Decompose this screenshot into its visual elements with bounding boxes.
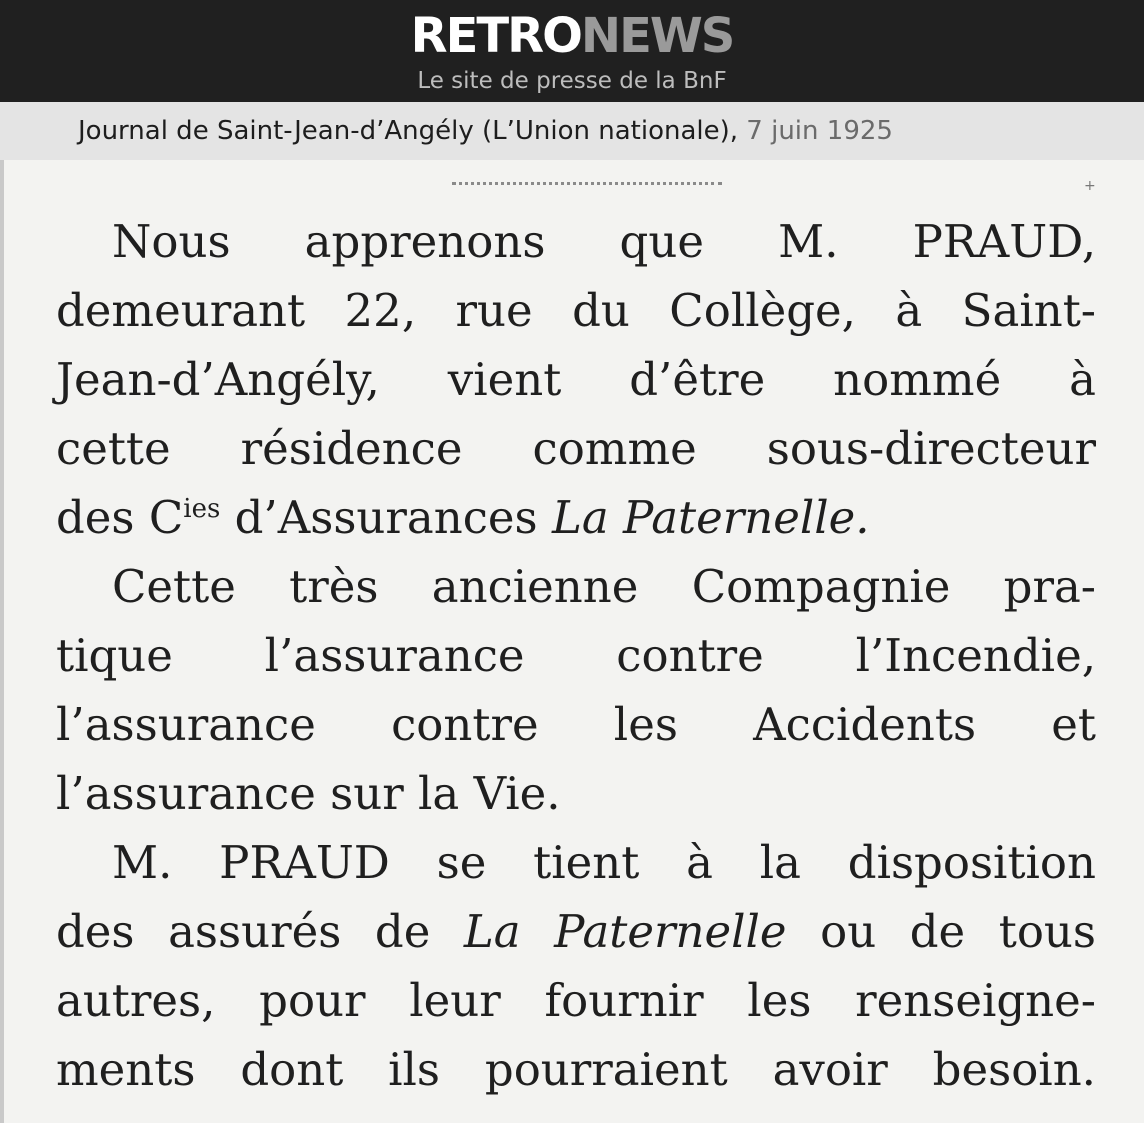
article-line bbox=[56, 898, 1096, 966]
site-header bbox=[0, 0, 1144, 102]
article-line: l’assurance sur la Vie. bbox=[56, 767, 561, 820]
article-line: cette résidence comme sous-directeur bbox=[56, 422, 1096, 475]
logo-news: NEWS bbox=[580, 8, 734, 64]
article-line bbox=[56, 484, 1096, 552]
retronews-logo[interactable] bbox=[0, 8, 1144, 64]
article-line: demeurant 22, rue du Collège, à Saint- bbox=[56, 284, 1096, 337]
article-line: ments dont ils pourraient avoir besoin. bbox=[56, 1043, 1096, 1096]
company-name-italic: La Paternelle bbox=[463, 905, 787, 958]
text-segment: d’Assurances bbox=[220, 491, 552, 544]
text-segment: des C bbox=[56, 491, 184, 544]
article-line: Nous apprenons que M. PRAUD, bbox=[112, 215, 1096, 268]
site-tagline: Le site de presse de la BnF bbox=[417, 68, 727, 94]
text-segment: des assurés de bbox=[56, 905, 464, 958]
publication-date: 7 juin 1925 bbox=[746, 116, 893, 146]
superscript: ies bbox=[183, 494, 221, 524]
article-line: tique l’assurance contre l’Incendie, bbox=[56, 629, 1096, 682]
text-segment: ou de tous bbox=[786, 905, 1096, 958]
company-name-italic: La Paternelle. bbox=[551, 491, 870, 544]
article-line: l’assurance contre les Accidents et bbox=[56, 698, 1096, 751]
newspaper-title: Journal de Saint-Jean-d’Angély (L’Union nationale), bbox=[78, 116, 747, 146]
source-citation bbox=[78, 113, 893, 149]
logo-retro: RETRO bbox=[410, 8, 581, 64]
corner-mark: + bbox=[1084, 178, 1096, 194]
article-line: M. PRAUD se tient à la disposition bbox=[112, 836, 1096, 889]
article-line: Cette très ancienne Compagnie pra- bbox=[112, 560, 1096, 613]
source-bar bbox=[0, 102, 1144, 160]
article-line: autres, pour leur fournir les renseigne- bbox=[56, 974, 1096, 1027]
article-line: Jean-d’Angély, vient d’être nommé à bbox=[56, 353, 1096, 406]
separator-rule bbox=[452, 182, 722, 185]
newspaper-clipping bbox=[0, 160, 1144, 1123]
